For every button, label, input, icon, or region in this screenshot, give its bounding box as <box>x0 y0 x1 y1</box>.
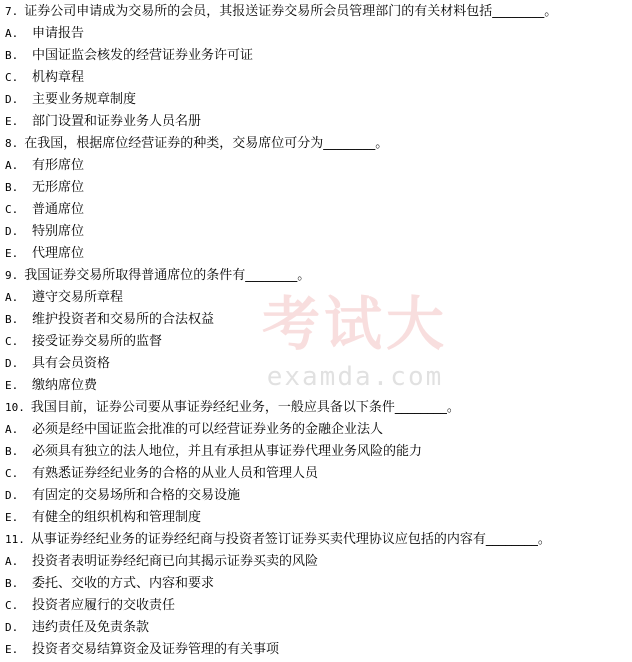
option-item <box>5 375 629 397</box>
question-number: 9. <box>5 269 19 282</box>
option-item <box>5 639 629 661</box>
question-number: 11. <box>5 533 25 546</box>
option-text: 必须是经中国证监会批准的可以经营证券业务的金融企业法人 <box>32 422 384 437</box>
option-letter: B. <box>5 49 19 62</box>
option-text: 有健全的组织机构和管理制度 <box>32 510 202 525</box>
option-item <box>5 419 629 441</box>
option-letter: C. <box>5 203 19 216</box>
option-letter: D. <box>5 93 19 106</box>
option-item <box>5 551 629 573</box>
question-stem <box>5 265 629 287</box>
option-letter: A. <box>5 423 19 436</box>
answer-blank: ________。 <box>485 532 551 547</box>
option-letter: B. <box>5 181 19 194</box>
option-text: 申请报告 <box>32 26 85 41</box>
option-item <box>5 287 629 309</box>
question-text: 在我国，根据席位经营证券的种类，交易席位可分为 <box>24 136 324 151</box>
option-letter: A. <box>5 555 19 568</box>
option-letter: C. <box>5 467 19 480</box>
option-text: 有固定的交易场所和合格的交易设施 <box>32 488 241 503</box>
option-item <box>5 617 629 639</box>
option-item <box>5 23 629 45</box>
option-letter: D. <box>5 357 19 370</box>
watermark-url: examda.com <box>266 362 444 392</box>
option-item <box>5 309 629 331</box>
question-stem <box>5 529 629 551</box>
option-letter: A. <box>5 291 19 304</box>
option-item <box>5 221 629 243</box>
option-item <box>5 243 629 265</box>
option-item <box>5 45 629 67</box>
option-item <box>5 595 629 617</box>
option-text: 投资者交易结算资金及证券管理的有关事项 <box>32 642 280 657</box>
option-text: 必须具有独立的法人地位，并且有承担从事证券代理业务风险的能力 <box>32 444 423 459</box>
question-number: 7. <box>5 5 19 18</box>
option-text: 中国证监会核发的经营证券业务许可证 <box>32 48 254 63</box>
option-text: 投资者表明证券经纪商已向其揭示证券买卖的风险 <box>32 554 319 569</box>
question-stem <box>5 397 629 419</box>
option-text: 缴纳席位费 <box>32 378 98 393</box>
watermark-logo: 考试大 <box>261 290 448 358</box>
option-item <box>5 485 629 507</box>
question-document <box>5 1 629 661</box>
option-text: 无形席位 <box>32 180 85 195</box>
question-number: 10. <box>5 401 25 414</box>
option-letter: C. <box>5 335 19 348</box>
option-text: 投资者应履行的交收责任 <box>32 598 176 613</box>
option-text: 具有会员资格 <box>32 356 111 371</box>
option-item <box>5 353 629 375</box>
option-text: 接受证券交易所的监督 <box>32 334 163 349</box>
option-text: 特别席位 <box>32 224 85 239</box>
option-letter: E. <box>5 115 19 128</box>
option-text: 普通席位 <box>32 202 85 217</box>
question-text: 我国证券交易所取得普通席位的条件有 <box>24 268 246 283</box>
option-letter: C. <box>5 71 19 84</box>
option-item <box>5 177 629 199</box>
option-letter: B. <box>5 445 19 458</box>
option-item <box>5 199 629 221</box>
answer-blank: ________。 <box>492 4 558 19</box>
option-letter: E. <box>5 247 19 260</box>
option-text: 有形席位 <box>32 158 85 173</box>
option-letter: B. <box>5 313 19 326</box>
option-item <box>5 441 629 463</box>
option-text: 违约责任及免责条款 <box>32 620 150 635</box>
answer-blank: ________。 <box>323 136 389 151</box>
question-text: 证券公司申请成为交易所的会员，其报送证券交易所会员管理部门的有关材料包括 <box>24 4 493 19</box>
option-letter: A. <box>5 159 19 172</box>
option-text: 机构章程 <box>32 70 85 85</box>
option-letter: E. <box>5 379 19 392</box>
option-item <box>5 463 629 485</box>
option-letter: D. <box>5 225 19 238</box>
option-item <box>5 507 629 529</box>
option-item <box>5 155 629 177</box>
question-number: 8. <box>5 137 19 150</box>
question-text: 从事证券经纪业务的证券经纪商与投资者签订证券买卖代理协议应包括的内容有 <box>30 532 486 547</box>
option-letter: A. <box>5 27 19 40</box>
answer-blank: ________。 <box>245 268 311 283</box>
option-text: 有熟悉证券经纪业务的合格的从业人员和管理人员 <box>32 466 319 481</box>
option-letter: E. <box>5 643 19 656</box>
option-item <box>5 573 629 595</box>
option-item <box>5 331 629 353</box>
option-text: 维护投资者和交易所的合法权益 <box>32 312 215 327</box>
option-letter: D. <box>5 489 19 502</box>
option-letter: D. <box>5 621 19 634</box>
option-text: 主要业务规章制度 <box>32 92 137 107</box>
question-stem <box>5 1 629 23</box>
option-letter: C. <box>5 599 19 612</box>
answer-blank: ________。 <box>394 400 460 415</box>
option-letter: B. <box>5 577 19 590</box>
option-text: 委托、交收的方式、内容和要求 <box>32 576 215 591</box>
option-item <box>5 89 629 111</box>
option-text: 遵守交易所章程 <box>32 290 124 305</box>
question-stem <box>5 133 629 155</box>
option-item <box>5 111 629 133</box>
option-text: 部门设置和证券业务人员名册 <box>32 114 202 129</box>
option-item <box>5 67 629 89</box>
question-text: 我国目前，证券公司要从事证券经纪业务，一般应具备以下条件 <box>30 400 395 415</box>
option-letter: E. <box>5 511 19 524</box>
option-text: 代理席位 <box>32 246 85 261</box>
